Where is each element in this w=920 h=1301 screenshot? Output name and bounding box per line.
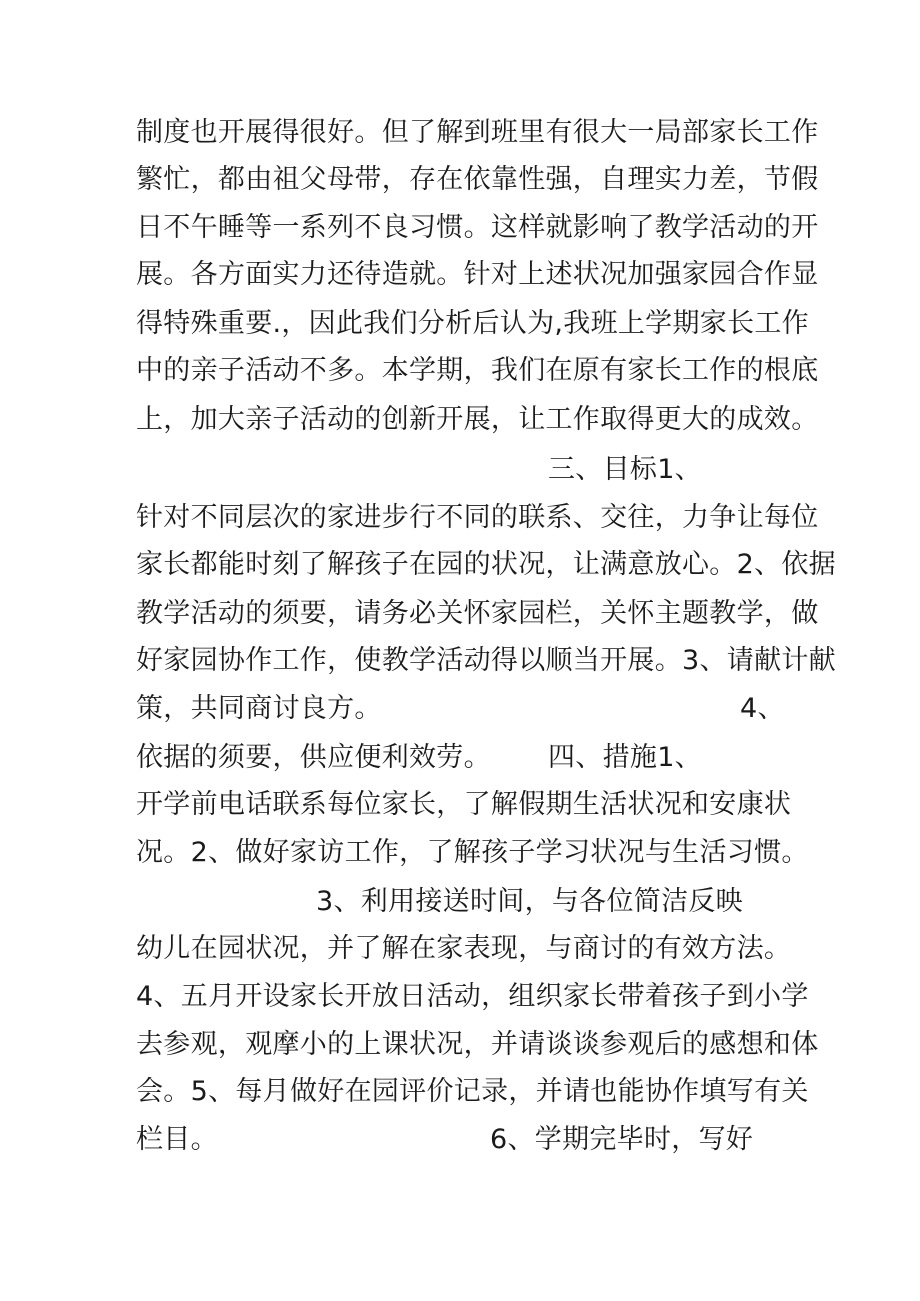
text-line: 策，共同商讨良方。 [136,693,382,724]
section-heading-measures: 四、措施1、 [548,742,702,773]
text-line: 制度也开展得很好。但了解到班里有很大一局部家长工作 [136,117,819,148]
text-line: 针对不同层次的家进步行不同的联系、交往，力争让每位 [136,502,819,533]
text-line: 依据的须要，供应便利效劳。 [136,742,491,773]
text-line: 家长都能时刻了解孩子在园的状况，让满意放心。2、依据 [136,549,836,580]
text-line: 栏目。 [136,1124,218,1155]
text-line: 开学前电话联系每位家长，了解假期生活状况和安康状 [136,789,792,820]
text-line: 教学活动的须要，请务必关怀家园栏，关怀主题教学，做 [136,598,819,629]
text-line: 况。2、做好家访工作，了解孩子学习状况与生活习惯。 [136,837,809,868]
text-line: 得特殊重要.，因此我们分析后认为,我班上学期家长工作 [136,308,809,339]
text-line: 展。各方面实力还待造就。针对上述状况加强家园合作显 [136,259,819,290]
text-line: 会。5、每月做好在园评价记录，并请也能协作填写有关 [136,1076,809,1107]
text-line: 好家园协作工作，使教学活动得以顺当开展。3、请献计献 [136,645,836,676]
text-line: 3、利用接送时间，与各位简洁反映 [316,886,743,917]
text-line: 上，加大亲子活动的创新开展，让工作取得更大的成效。 [136,404,819,435]
text-line: 幼儿在园状况，并了解在家表现，与商讨的有效方法。 [136,933,792,964]
text-line: 去参观，观摩小的上课状况，并请谈谈参观后的感想和体 [136,1029,819,1060]
list-number: 4、 [740,693,785,724]
text-line: 日不午睡等一系列不良习惯。这样就影响了教学活动的开 [136,212,819,243]
text-line: 中的亲子活动不多。本学期，我们在原有家长工作的根底 [136,355,819,386]
text-line: 繁忙，都由祖父母带，存在依靠性强，自理实力差，节假 [136,164,819,195]
text-line: 4、五月开设家长开放日活动，组织家长带着孩子到小学 [136,981,809,1012]
text-line: 6、学期完毕时，写好 [490,1124,754,1155]
section-heading-goals: 三、目标1、 [548,454,702,485]
